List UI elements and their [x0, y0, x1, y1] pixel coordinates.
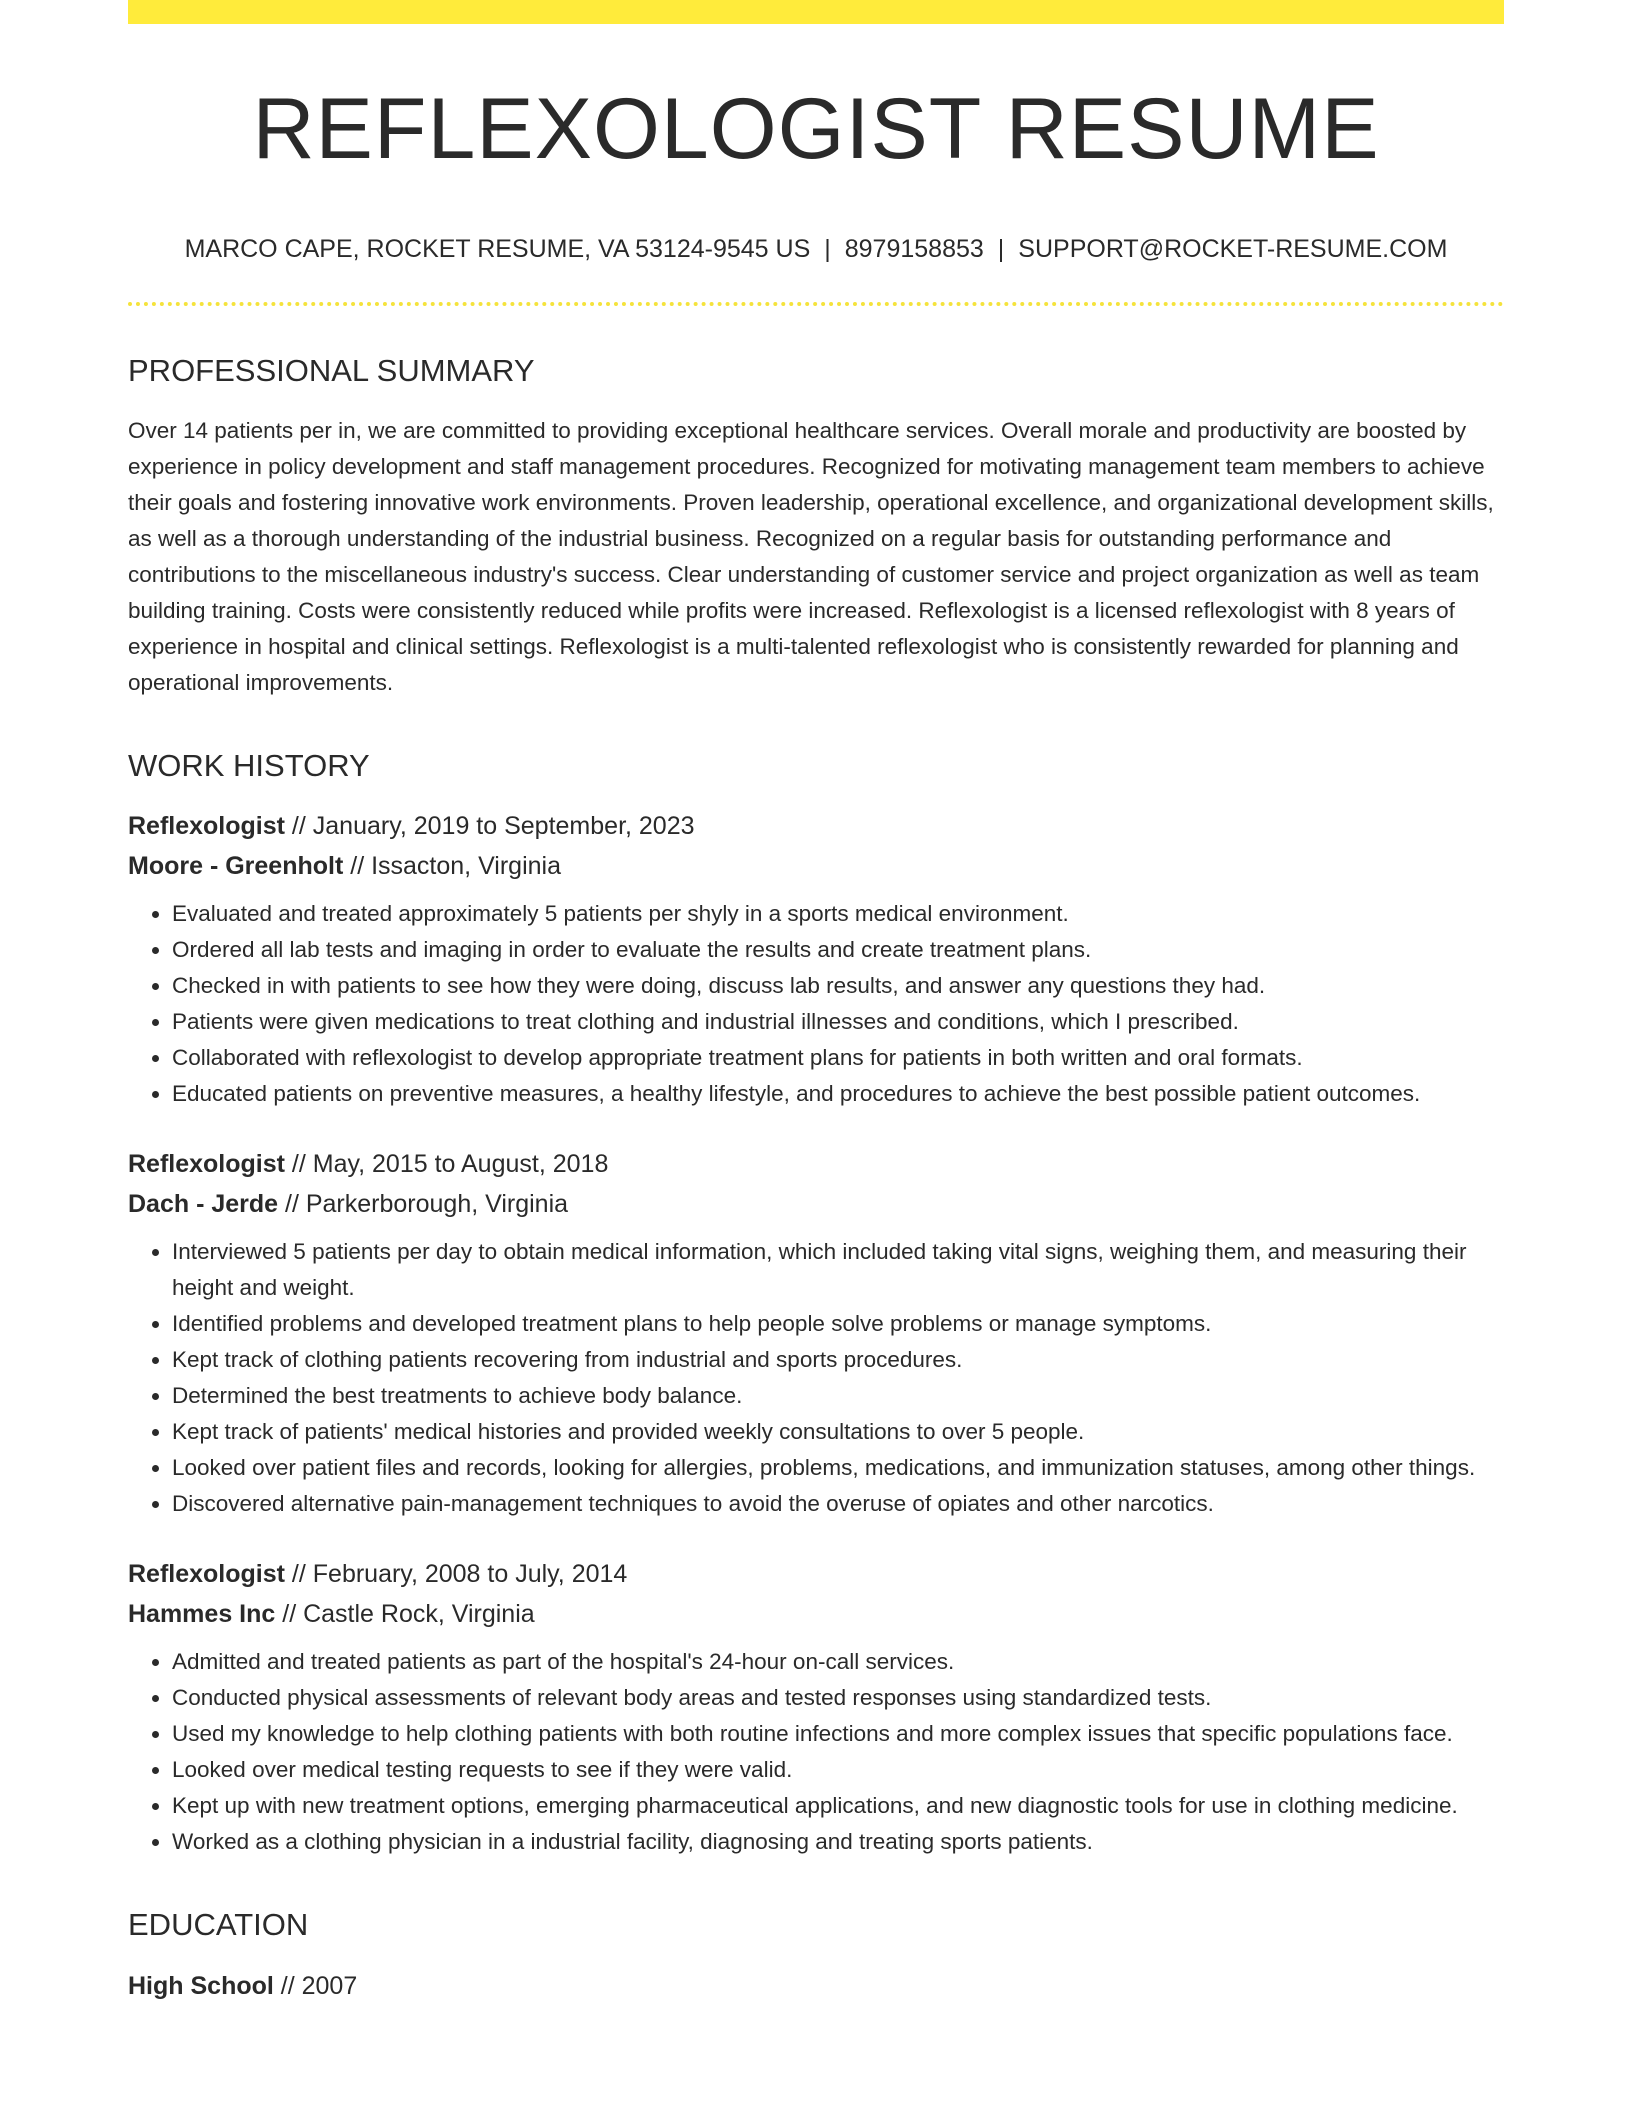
job-duty-item: • Collaborated with reflexologist to develop appropriate treatment plans for patients in both written and oral formats.	[172, 1040, 1504, 1076]
job-duty-item: • Admitted and treated patients as part of the hospital's 24-hour on-call services.	[172, 1644, 1504, 1680]
job-entry	[128, 806, 1504, 1112]
accent-top-bar	[128, 0, 1504, 24]
job-duty-item: • Used my knowledge to help clothing patients with both routine infections and more complex issues that specific populations face.	[172, 1716, 1504, 1752]
section-heading-education: EDUCATION	[128, 1907, 309, 1943]
job-company-line	[128, 1184, 1504, 1224]
section-heading-work-history: WORK HISTORY	[128, 748, 370, 784]
job-title-line	[128, 1554, 1504, 1594]
education-section	[128, 1906, 1504, 2005]
contact-separator: |	[997, 235, 1005, 263]
contact-email[interactable]: SUPPORT@ROCKET-RESUME.COM	[1018, 235, 1448, 263]
job-duty-item: • Evaluated and treated approximately 5 patients per shyly in a sports medical environment.	[172, 896, 1504, 932]
contact-phone[interactable]: 8979158853	[844, 235, 984, 263]
job-duty-item: • Checked in with patients to see how they were doing, discuss lab results, and answer any questions they had.	[172, 968, 1504, 1004]
job-title-line	[128, 1144, 1504, 1184]
job-title-line	[128, 806, 1504, 846]
job-duty-item: • Kept up with new treatment options, emerging pharmaceutical applications, and new diagnostic tools for use in clothing medicine.	[172, 1788, 1504, 1824]
job-duty-item: • Interviewed 5 patients per day to obtain medical information, which included taking vital signs, weighing them, and measuring their height and weight.	[172, 1234, 1504, 1306]
job-dates: // February, 2008 to July, 2014	[284, 1560, 628, 1589]
professional-summary-section	[128, 352, 1504, 701]
education-degree: High School	[128, 1971, 274, 2000]
job-location: // Parkerborough, Virginia	[278, 1190, 569, 1219]
job-company-line	[128, 846, 1504, 886]
job-entry	[128, 1144, 1504, 1522]
summary-text: Over 14 patients per in, we are committed to providing exceptional healthcare services. Overall morale and productivity are boosted by experience in policy development and staff management procedures. Recognized for motivating management team members to achieve their goals and fostering innovative work environments. Proven leadership, operational excellence, and organizational development skills, as well as a thorough understanding of the industrial business. Recognized on a regular basis for outstanding performance and contributions to the miscellaneous industry's success. Clear understanding of customer service and project organization as well as team building training. Costs were consistently reduced while profits were increased. Reflexologist is a licensed reflexologist with 8 years of experience in hospital and clinical settings. Reflexologist is a multi-talented reflexologist who is consistently rewarded for planning and operational improvements.	[128, 418, 1494, 696]
job-duty-item: • Worked as a clothing physician in a industrial facility, diagnosing and treating sports patients.	[172, 1824, 1504, 1860]
job-entry	[128, 1554, 1504, 1860]
job-location: // Castle Rock, Virginia	[275, 1600, 535, 1629]
job-duty-item: • Kept track of patients' medical histories and provided weekly consultations to over 5 people.	[172, 1414, 1504, 1450]
job-duties-list	[128, 1644, 1504, 1860]
job-duty-item: • Determined the best treatments to achieve body balance.	[172, 1378, 1504, 1414]
job-location: // Issacton, Virginia	[343, 852, 561, 881]
work-history-section	[128, 747, 1504, 1860]
job-duty-item: • Patients were given medications to treat clothing and industrial illnesses and conditions, which I prescribed.	[172, 1004, 1504, 1040]
dotted-divider	[128, 302, 1504, 306]
job-duty-item: • Looked over medical testing requests to see if they were valid.	[172, 1752, 1504, 1788]
job-title: Reflexologist	[128, 1150, 285, 1179]
resume-page	[128, 0, 1504, 2006]
job-duty-item: • Identified problems and developed treatment plans to help people solve problems or manage symptoms.	[172, 1306, 1504, 1342]
contact-separator: |	[824, 235, 831, 263]
job-company-line	[128, 1594, 1504, 1634]
education-entry	[128, 1966, 1504, 2006]
section-heading-summary: PROFESSIONAL SUMMARY	[128, 353, 535, 388]
job-duty-item: • Educated patients on preventive measures, a healthy lifestyle, and procedures to achieve the best possible patient outcomes.	[172, 1076, 1504, 1112]
resume-title: REFLEXOLOGIST RESUME	[252, 81, 1380, 177]
job-dates: // January, 2019 to September, 2023	[284, 812, 695, 841]
job-company: Dach - Jerde	[128, 1190, 279, 1219]
job-duty-item: • Kept track of clothing patients recovering from industrial and sports procedures.	[172, 1342, 1504, 1378]
job-duties-list	[128, 1234, 1504, 1522]
job-duty-item: • Ordered all lab tests and imaging in order to evaluate the results and create treatment plans.	[172, 932, 1504, 968]
education-year: // 2007	[273, 1971, 358, 2000]
contact-line	[128, 234, 1504, 264]
job-duty-item: • Conducted physical assessments of relevant body areas and tested responses using standardized tests.	[172, 1680, 1504, 1716]
contact-address: MARCO CAPE, ROCKET RESUME, VA 53124-9545 US	[184, 235, 811, 263]
job-duties-list	[128, 896, 1504, 1112]
job-company: Hammes Inc	[128, 1600, 276, 1629]
job-duty-item: • Discovered alternative pain-management techniques to avoid the overuse of opiates and other narcotics.	[172, 1486, 1504, 1522]
job-company: Moore - Greenholt	[128, 852, 344, 881]
job-title: Reflexologist	[128, 1560, 285, 1589]
job-dates: // May, 2015 to August, 2018	[284, 1150, 609, 1179]
job-duty-item: • Looked over patient files and records, looking for allergies, problems, medications, and immunization statuses, among other things.	[172, 1450, 1504, 1486]
job-title: Reflexologist	[128, 812, 285, 841]
